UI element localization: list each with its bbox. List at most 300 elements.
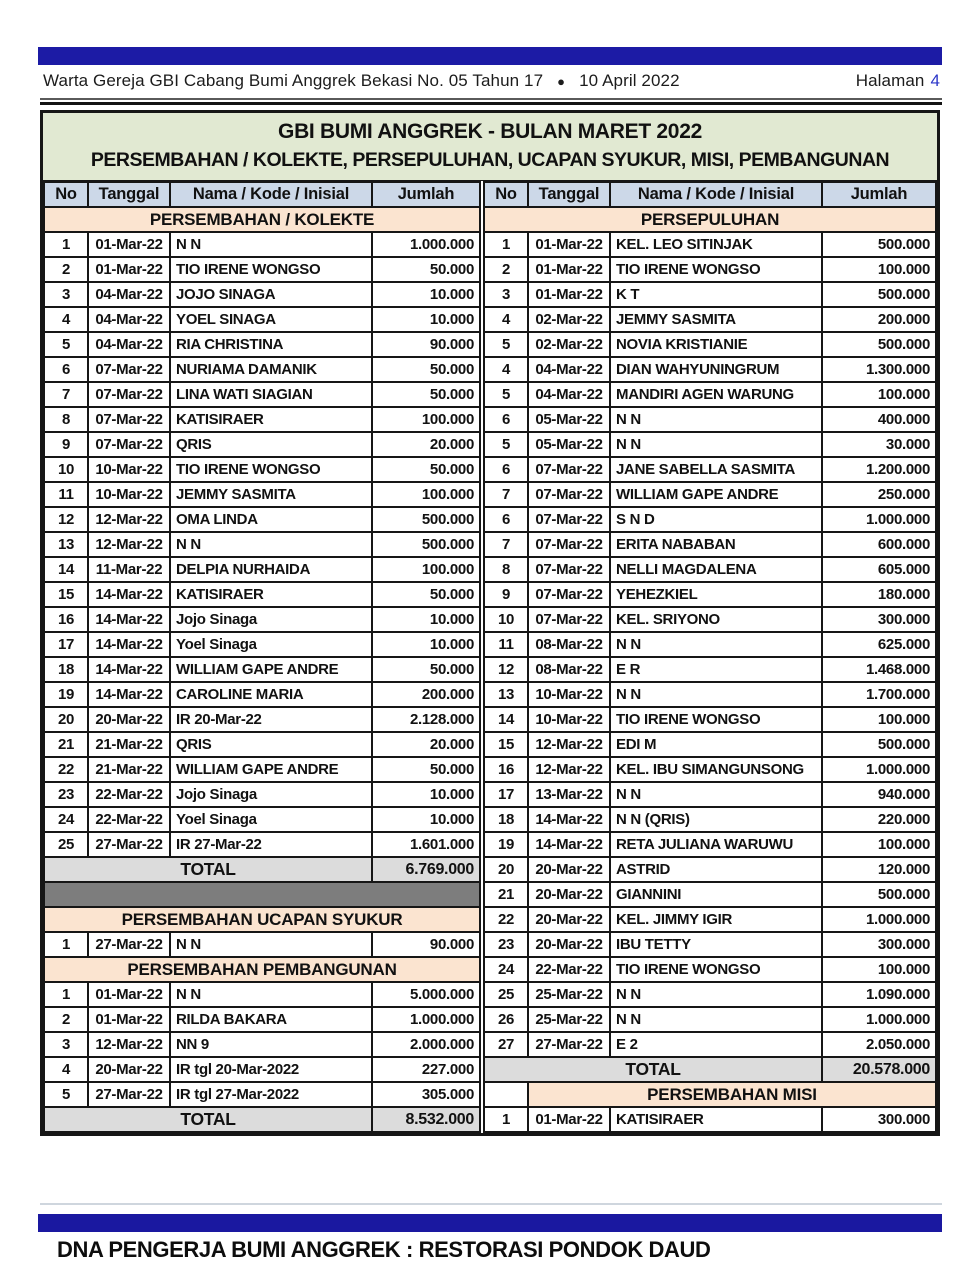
section-header-row <box>44 907 480 932</box>
cell-date: 08-Mar-22 <box>528 632 610 657</box>
cell-no: 3 <box>44 1032 88 1057</box>
cell-date: 27-Mar-22 <box>528 1032 610 1057</box>
cell-amount: 600.000 <box>822 532 936 557</box>
table-row <box>484 232 936 257</box>
cell-date: 07-Mar-22 <box>88 357 170 382</box>
footer-banner-text: DNA PENGERJA BUMI ANGGREK : RESTORASI PONDOK DAUD <box>57 1237 711 1262</box>
table-row <box>44 657 480 682</box>
cell-date: 01-Mar-22 <box>88 257 170 282</box>
cell-amount: 250.000 <box>822 482 936 507</box>
table-row <box>484 257 936 282</box>
cell-date: 14-Mar-22 <box>88 657 170 682</box>
masthead-title: Warta Gereja GBI Cabang Bumi Anggrek Bekasi No. 05 Tahun 17 <box>43 71 544 90</box>
top-accent-bar <box>38 47 942 65</box>
column-header-row <box>44 182 480 207</box>
table-row <box>44 332 480 357</box>
spacer-row <box>44 882 480 907</box>
cell-amount: 10.000 <box>372 607 480 632</box>
cell-amount: 1.000.000 <box>372 1007 480 1032</box>
cell-no: 19 <box>44 682 88 707</box>
cell-name: N N <box>610 682 822 707</box>
cell-amount: 2.128.000 <box>372 707 480 732</box>
table-row <box>44 1032 480 1057</box>
cell-name: RETA JULIANA WARUWU <box>610 832 822 857</box>
report-title-banner <box>43 113 937 181</box>
cell-date: 20-Mar-22 <box>528 907 610 932</box>
cell-date: 04-Mar-22 <box>88 282 170 307</box>
table-row <box>44 432 480 457</box>
cell-amount: 400.000 <box>822 407 936 432</box>
cell-amount: 100.000 <box>822 382 936 407</box>
column-header: Nama / Kode / Inisial <box>610 182 822 207</box>
cell-date: 12-Mar-22 <box>528 732 610 757</box>
cell-date: 05-Mar-22 <box>528 407 610 432</box>
section-title: PERSEMBAHAN MISI <box>528 1082 936 1107</box>
cell-date: 27-Mar-22 <box>88 832 170 857</box>
report-subtitle: PERSEMBAHAN / KOLEKTE, PERSEPULUHAN, UCAPAN SYUKUR, MISI, PEMBANGUNAN <box>90 149 890 171</box>
table-row <box>484 657 936 682</box>
bulletin-masthead <box>43 71 680 91</box>
cell-name: MANDIRI AGEN WARUNG <box>610 382 822 407</box>
cell-no: 7 <box>44 382 88 407</box>
cell-no: 18 <box>484 807 528 832</box>
table-row <box>484 832 936 857</box>
cell-amount: 10.000 <box>372 282 480 307</box>
cell-no: 18 <box>44 657 88 682</box>
cell-name: KATISIRAER <box>170 582 372 607</box>
column-header-row <box>484 182 936 207</box>
cell-no: 5 <box>44 1082 88 1107</box>
cell-date: 07-Mar-22 <box>528 607 610 632</box>
cell-date: 12-Mar-22 <box>88 1032 170 1057</box>
cell-amount: 30.000 <box>822 432 936 457</box>
cell-name: LINA WATI SIAGIAN <box>170 382 372 407</box>
cell-no: 6 <box>484 507 528 532</box>
cell-name: OMA LINDA <box>170 507 372 532</box>
section-header-row <box>44 957 480 982</box>
cell-date: 07-Mar-22 <box>88 407 170 432</box>
cell-date: 04-Mar-22 <box>528 382 610 407</box>
total-row <box>44 1107 480 1132</box>
offerings-table-left <box>43 181 481 1133</box>
cell-no: 8 <box>484 557 528 582</box>
table-row <box>484 307 936 332</box>
cell-name: KEL. LEO SITINJAK <box>610 232 822 257</box>
table-row <box>484 807 936 832</box>
cell-amount: 50.000 <box>372 457 480 482</box>
cell-amount: 100.000 <box>822 832 936 857</box>
table-row <box>44 457 480 482</box>
cell-amount: 50.000 <box>372 357 480 382</box>
cell-date: 12-Mar-22 <box>528 757 610 782</box>
total-amount: 8.532.000 <box>372 1107 480 1132</box>
total-label: TOTAL <box>484 1057 822 1082</box>
cell-date: 01-Mar-22 <box>88 1007 170 1032</box>
cell-no: 10 <box>44 457 88 482</box>
cell-name: E R <box>610 657 822 682</box>
cell-no: 8 <box>44 407 88 432</box>
separator-bullet: ● <box>557 74 566 89</box>
cell-no: 6 <box>484 407 528 432</box>
cell-amount: 1.000.000 <box>822 507 936 532</box>
cell-amount: 50.000 <box>372 757 480 782</box>
cell-amount: 10.000 <box>372 307 480 332</box>
table-row <box>44 757 480 782</box>
cell-amount: 220.000 <box>822 807 936 832</box>
cell-date: 05-Mar-22 <box>528 432 610 457</box>
table-row <box>484 332 936 357</box>
cell-name: ASTRID <box>610 857 822 882</box>
footer-divider <box>40 1203 942 1205</box>
cell-date: 04-Mar-22 <box>528 357 610 382</box>
cell-no: 5 <box>484 382 528 407</box>
table-row <box>44 707 480 732</box>
cell-name: JEMMY SASMITA <box>610 307 822 332</box>
cell-name: IR 27-Mar-22 <box>170 832 372 857</box>
table-row <box>484 1107 936 1132</box>
cell-amount: 1.700.000 <box>822 682 936 707</box>
cell-no: 21 <box>44 732 88 757</box>
cell-name: IR tgl 20-Mar-2022 <box>170 1057 372 1082</box>
cell-date: 25-Mar-22 <box>528 1007 610 1032</box>
cell-name: CAROLINE MARIA <box>170 682 372 707</box>
cell-name: JEMMY SASMITA <box>170 482 372 507</box>
section-title: PERSEPULUHAN <box>484 207 936 232</box>
cell-amount: 20.000 <box>372 432 480 457</box>
cell-no: 1 <box>484 232 528 257</box>
column-header: Tanggal <box>528 182 610 207</box>
column-header: No <box>484 182 528 207</box>
cell-amount: 500.000 <box>372 507 480 532</box>
cell-date: 02-Mar-22 <box>528 332 610 357</box>
cell-name: WILLIAM GAPE ANDRE <box>610 482 822 507</box>
table-row <box>44 382 480 407</box>
cell-amount: 10.000 <box>372 807 480 832</box>
total-row <box>44 857 480 882</box>
section-header-row <box>484 1082 936 1107</box>
cell-date: 07-Mar-22 <box>528 482 610 507</box>
cell-amount: 10.000 <box>372 782 480 807</box>
cell-amount: 5.000.000 <box>372 982 480 1007</box>
cell-no: 23 <box>484 932 528 957</box>
cell-amount: 100.000 <box>822 707 936 732</box>
cell-no: 1 <box>44 932 88 957</box>
cell-date: 13-Mar-22 <box>528 782 610 807</box>
cell-date: 27-Mar-22 <box>88 932 170 957</box>
cell-date: 27-Mar-22 <box>88 1082 170 1107</box>
cell-date: 01-Mar-22 <box>88 982 170 1007</box>
cell-no: 21 <box>484 882 528 907</box>
total-row <box>484 1057 936 1082</box>
table-row <box>484 757 936 782</box>
cell-date: 07-Mar-22 <box>528 507 610 532</box>
cell-name: KEL. SRIYONO <box>610 607 822 632</box>
cell-name: N N <box>610 432 822 457</box>
table-row <box>44 932 480 957</box>
table-row <box>44 532 480 557</box>
cell-no: 16 <box>44 607 88 632</box>
cell-amount: 500.000 <box>822 232 936 257</box>
cell-name: N N <box>610 407 822 432</box>
cell-date: 14-Mar-22 <box>88 632 170 657</box>
cell-amount: 940.000 <box>822 782 936 807</box>
total-amount: 20.578.000 <box>822 1057 936 1082</box>
cell-amount: 305.000 <box>372 1082 480 1107</box>
cell-amount: 90.000 <box>372 932 480 957</box>
spacer-cell <box>44 882 480 907</box>
cell-name: N N <box>170 532 372 557</box>
cell-amount: 1.601.000 <box>372 832 480 857</box>
cell-no: 20 <box>484 857 528 882</box>
cell-amount: 300.000 <box>822 1107 936 1132</box>
cell-date: 01-Mar-22 <box>528 232 610 257</box>
cell-date: 07-Mar-22 <box>528 557 610 582</box>
cell-name: NN 9 <box>170 1032 372 1057</box>
cell-no: 10 <box>484 607 528 632</box>
cell-name: S N D <box>610 507 822 532</box>
table-row <box>44 682 480 707</box>
cell-date: 01-Mar-22 <box>528 282 610 307</box>
cell-name: JOJO SINAGA <box>170 282 372 307</box>
cell-no: 1 <box>484 1107 528 1132</box>
table-row <box>44 732 480 757</box>
section-title: PERSEMBAHAN PEMBANGUNAN <box>44 957 480 982</box>
cell-amount: 120.000 <box>822 857 936 882</box>
cell-amount: 500.000 <box>822 732 936 757</box>
cell-no: 2 <box>484 257 528 282</box>
cell-name: Yoel Sinaga <box>170 632 372 657</box>
cell-no: 20 <box>44 707 88 732</box>
cell-name: Jojo Sinaga <box>170 782 372 807</box>
cell-name: KATISIRAER <box>610 1107 822 1132</box>
section-header-row <box>484 207 936 232</box>
cell-no: 16 <box>484 757 528 782</box>
cell-date: 20-Mar-22 <box>528 857 610 882</box>
cell-name: IR tgl 27-Mar-2022 <box>170 1082 372 1107</box>
table-row <box>44 232 480 257</box>
cell-amount: 180.000 <box>822 582 936 607</box>
column-header: No <box>44 182 88 207</box>
cell-no: 15 <box>484 732 528 757</box>
cell-date: 14-Mar-22 <box>88 682 170 707</box>
table-row <box>44 257 480 282</box>
table-row <box>484 632 936 657</box>
cell-date: 20-Mar-22 <box>88 707 170 732</box>
page-label: Halaman <box>855 71 925 90</box>
footer-accent-bar <box>38 1214 942 1232</box>
cell-no: 24 <box>484 957 528 982</box>
cell-amount: 1.090.000 <box>822 982 936 1007</box>
table-row <box>484 857 936 882</box>
cell-date: 20-Mar-22 <box>528 882 610 907</box>
table-row <box>484 357 936 382</box>
cell-date: 22-Mar-22 <box>88 782 170 807</box>
cell-name: TIO IRENE WONGSO <box>170 457 372 482</box>
table-row <box>44 1082 480 1107</box>
cell-amount: 605.000 <box>822 557 936 582</box>
cell-amount: 227.000 <box>372 1057 480 1082</box>
table-row <box>484 682 936 707</box>
cell-name: DELPIA NURHAIDA <box>170 557 372 582</box>
cell-amount: 50.000 <box>372 582 480 607</box>
cell-no: 4 <box>484 357 528 382</box>
table-row <box>484 382 936 407</box>
header-divider <box>40 98 942 105</box>
cell-no: 5 <box>484 332 528 357</box>
section-title: PERSEMBAHAN / KOLEKTE <box>44 207 480 232</box>
cell-no: 23 <box>44 782 88 807</box>
cell-name: JANE SABELLA SASMITA <box>610 457 822 482</box>
cell-date: 25-Mar-22 <box>528 982 610 1007</box>
table-row <box>484 407 936 432</box>
table-row <box>484 707 936 732</box>
cell-no: 6 <box>484 457 528 482</box>
cell-date: 08-Mar-22 <box>528 657 610 682</box>
cell-date: 10-Mar-22 <box>528 707 610 732</box>
cell-date: 12-Mar-22 <box>88 532 170 557</box>
cell-date: 01-Mar-22 <box>528 1107 610 1132</box>
table-row <box>44 1057 480 1082</box>
cell-no: 2 <box>44 1007 88 1032</box>
cell-date: 07-Mar-22 <box>88 432 170 457</box>
cell-no: 13 <box>484 682 528 707</box>
cell-no: 4 <box>44 1057 88 1082</box>
cell-date: 07-Mar-22 <box>528 457 610 482</box>
cell-no: 24 <box>44 807 88 832</box>
cell-name: WILLIAM GAPE ANDRE <box>170 757 372 782</box>
cell-date: 14-Mar-22 <box>528 832 610 857</box>
cell-name: N N <box>610 982 822 1007</box>
table-row <box>44 507 480 532</box>
cell-date: 20-Mar-22 <box>528 932 610 957</box>
cell-amount: 500.000 <box>372 532 480 557</box>
cell-no: 4 <box>484 307 528 332</box>
cell-date: 04-Mar-22 <box>88 332 170 357</box>
table-row <box>484 582 936 607</box>
cell-amount: 200.000 <box>372 682 480 707</box>
cell-no: 7 <box>484 532 528 557</box>
cell-no: 22 <box>484 907 528 932</box>
page-indicator <box>856 71 940 91</box>
cell-amount: 1.300.000 <box>822 357 936 382</box>
cell-name: KEL. JIMMY IGIR <box>610 907 822 932</box>
cell-name: KEL. IBU SIMANGUNSONG <box>610 757 822 782</box>
cell-date: 14-Mar-22 <box>88 607 170 632</box>
cell-name: KATISIRAER <box>170 407 372 432</box>
cell-amount: 300.000 <box>822 607 936 632</box>
cell-no: 1 <box>44 982 88 1007</box>
cell-date: 11-Mar-22 <box>88 557 170 582</box>
cell-name: RIA CHRISTINA <box>170 332 372 357</box>
cell-name: TIO IRENE WONGSO <box>610 957 822 982</box>
cell-amount: 2.050.000 <box>822 1032 936 1057</box>
cell-no: 12 <box>44 507 88 532</box>
cell-no: 11 <box>44 482 88 507</box>
cell-amount: 100.000 <box>372 482 480 507</box>
table-row <box>44 782 480 807</box>
cell-name: WILLIAM GAPE ANDRE <box>170 657 372 682</box>
cell-amount: 100.000 <box>372 557 480 582</box>
tables-area <box>43 181 937 1133</box>
cell-date: 10-Mar-22 <box>88 457 170 482</box>
cell-date: 04-Mar-22 <box>88 307 170 332</box>
cell-name: YOEL SINAGA <box>170 307 372 332</box>
cell-name: IBU TETTY <box>610 932 822 957</box>
cell-name: K T <box>610 282 822 307</box>
cell-no: 15 <box>44 582 88 607</box>
cell-no: 5 <box>44 332 88 357</box>
table-row <box>484 457 936 482</box>
cell-name: TIO IRENE WONGSO <box>610 707 822 732</box>
table-row <box>484 982 936 1007</box>
table-row <box>484 882 936 907</box>
table-row <box>44 282 480 307</box>
section-header-row <box>44 207 480 232</box>
cell-date: 01-Mar-22 <box>88 232 170 257</box>
cell-date: 10-Mar-22 <box>88 482 170 507</box>
cell-amount: 200.000 <box>822 307 936 332</box>
cell-name: N N <box>170 932 372 957</box>
report-title: GBI BUMI ANGGREK - BULAN MARET 2022 <box>278 120 702 143</box>
table-row <box>484 432 936 457</box>
cell-amount: 2.000.000 <box>372 1032 480 1057</box>
table-row <box>44 482 480 507</box>
cell-no: 14 <box>484 707 528 732</box>
cell-date: 10-Mar-22 <box>528 682 610 707</box>
cell-no: 25 <box>484 982 528 1007</box>
table-row <box>484 1007 936 1032</box>
cell-no: 7 <box>484 482 528 507</box>
table-row <box>44 982 480 1007</box>
cell-date: 22-Mar-22 <box>88 807 170 832</box>
cell-no: 27 <box>484 1032 528 1057</box>
cell-no: 14 <box>44 557 88 582</box>
cell-no: 12 <box>484 657 528 682</box>
table-row <box>484 782 936 807</box>
cell-date: 20-Mar-22 <box>88 1057 170 1082</box>
cell-name: NELLI MAGDALENA <box>610 557 822 582</box>
cell-date: 21-Mar-22 <box>88 757 170 782</box>
table-row <box>44 582 480 607</box>
empty-cell <box>484 1082 528 1107</box>
cell-amount: 50.000 <box>372 382 480 407</box>
table-row <box>484 607 936 632</box>
cell-amount: 1.000.000 <box>372 232 480 257</box>
cell-amount: 500.000 <box>822 332 936 357</box>
table-row <box>44 557 480 582</box>
cell-no: 11 <box>484 632 528 657</box>
cell-amount: 500.000 <box>822 882 936 907</box>
table-row <box>484 732 936 757</box>
cell-amount: 20.000 <box>372 732 480 757</box>
table-row <box>44 1007 480 1032</box>
section-title: PERSEMBAHAN UCAPAN SYUKUR <box>44 907 480 932</box>
total-label: TOTAL <box>44 1107 372 1132</box>
cell-amount: 10.000 <box>372 632 480 657</box>
cell-amount: 1.000.000 <box>822 757 936 782</box>
cell-no: 26 <box>484 1007 528 1032</box>
cell-name: ERITA NABABAN <box>610 532 822 557</box>
table-row <box>484 507 936 532</box>
table-row <box>44 807 480 832</box>
table-row <box>44 357 480 382</box>
table-row <box>44 607 480 632</box>
cell-no: 4 <box>44 307 88 332</box>
masthead-date: 10 April 2022 <box>579 71 680 90</box>
cell-name: N N <box>170 982 372 1007</box>
column-header: Jumlah <box>372 182 480 207</box>
cell-no: 19 <box>484 832 528 857</box>
